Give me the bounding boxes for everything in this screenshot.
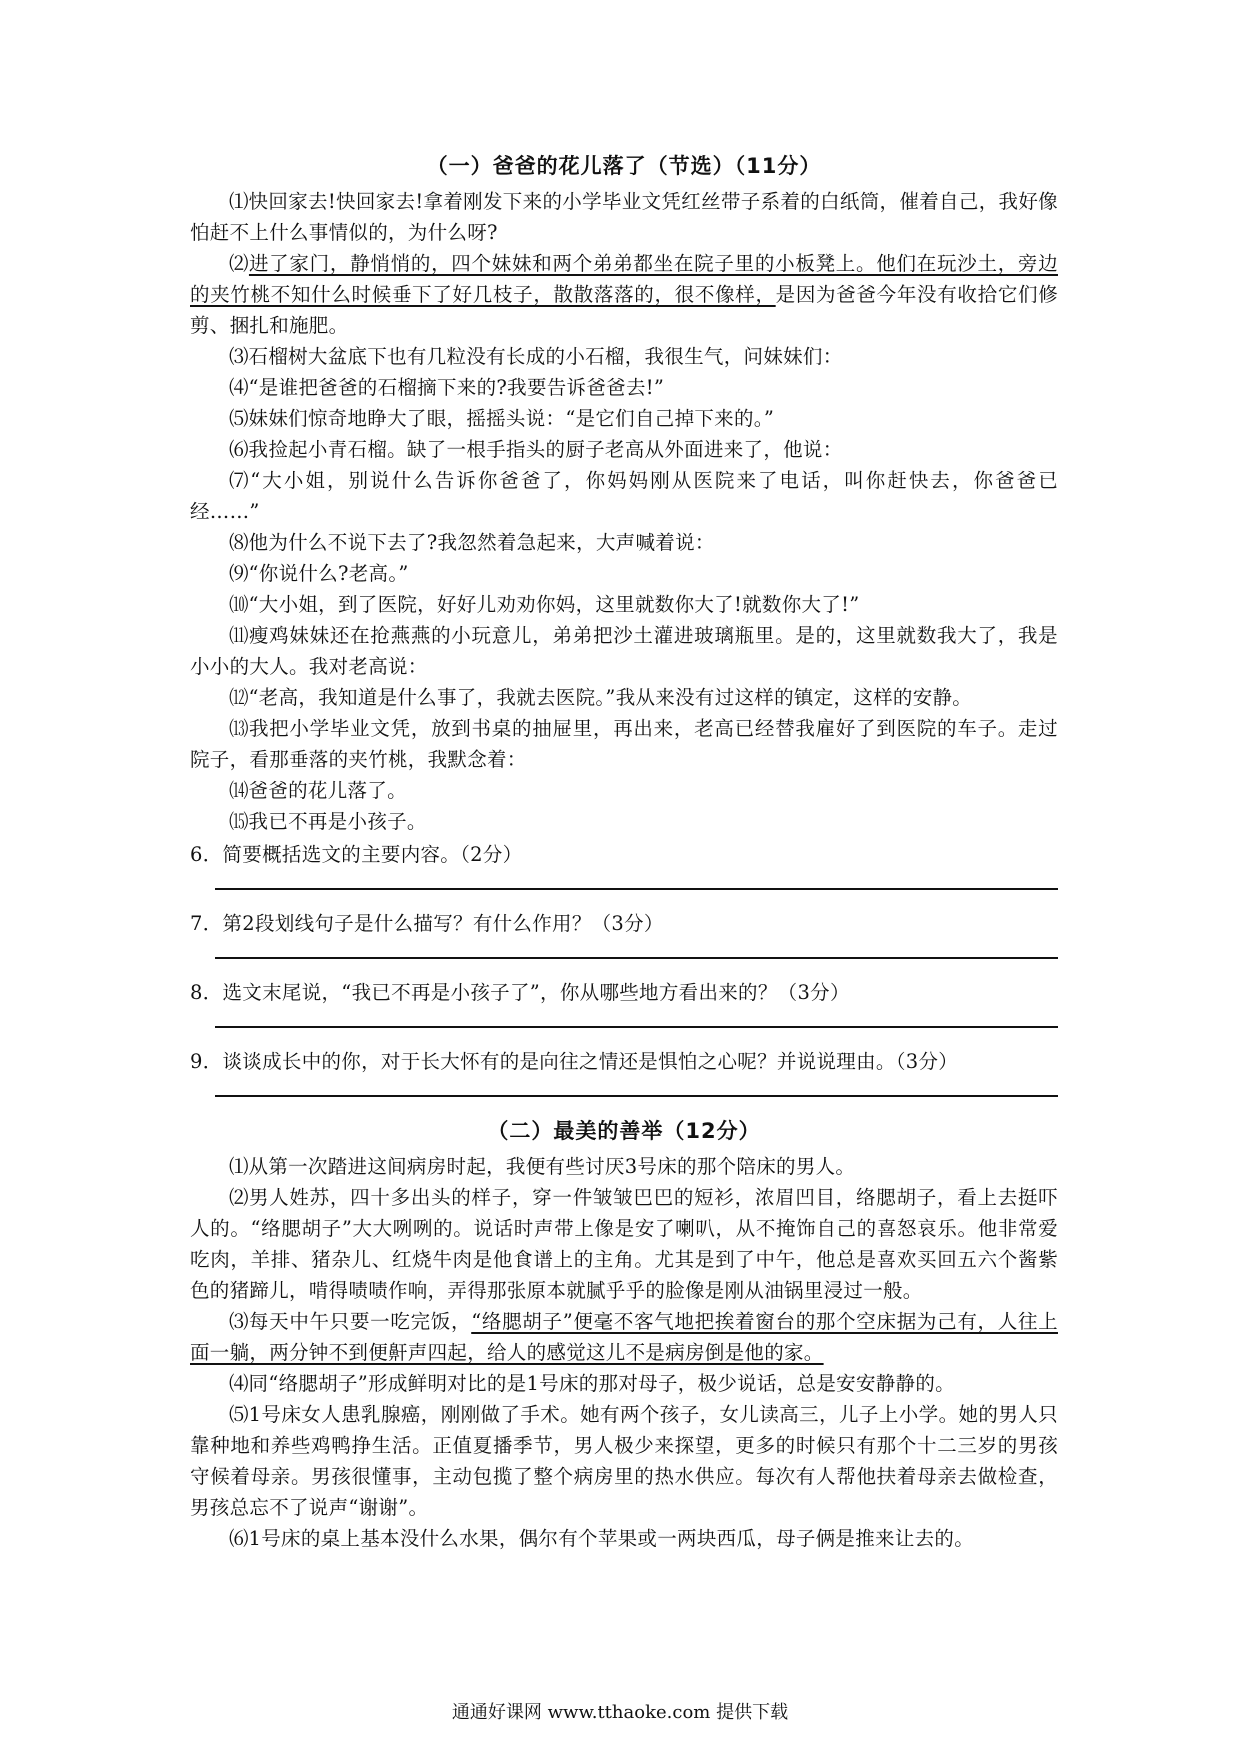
- paragraph: [190, 465, 1058, 527]
- paragraph: [190, 341, 1058, 372]
- paragraph-number: ⑿: [229, 686, 249, 709]
- paragraph: [190, 1399, 1058, 1523]
- paragraph-text: 1号床女人患乳腺癌，刚刚做了手术。她有两个孩子，女儿读高三，儿子上小学。她的男人只靠种地和养些鸡鸭挣生活。正值夏播季节，男人极少来探望，更多的时候只有那个十二三岁的男孩守候着母亲。男孩很懂事，主动包揽了整个病房里的热水供应。每次有人帮他扶着母亲去做检查，男孩总忘不了说声“谢谢”。: [190, 1403, 1058, 1519]
- section1-title: （一）爸爸的花儿落了（节选）（11分）: [426, 154, 822, 178]
- paragraph-text: 1号床的桌上基本没什么水果，偶尔有个苹果或一两块西瓜，母子俩是推来让去的。: [248, 1527, 975, 1550]
- paragraph: [190, 434, 1058, 465]
- paragraph-text: 从第一次踏进这间病房时起，我便有些讨厌3号床的那个陪床的男人。: [248, 1155, 856, 1178]
- section1-passage: [190, 186, 1058, 837]
- paragraph-text: “大小姐，到了医院，好好儿劝劝你妈，这里就数你大了!就数你大了!”: [248, 593, 860, 616]
- paragraph-text: 同“络腮胡子”形成鲜明对比的是1号床的那对母子，极少说话，总是安安静静的。: [248, 1372, 955, 1395]
- paragraph: [190, 806, 1058, 837]
- question-8: 8．选文末尾说，“我已不再是小孩子了”，你从哪些地方看出来的？（3分）: [190, 981, 850, 1004]
- paragraph-number: ⑾: [229, 624, 249, 647]
- answer-line[interactable]: [215, 1026, 1058, 1028]
- paragraph-text: 我捡起小青石榴。缺了一根手指头的厨子老高从外面进来了，他说：: [248, 438, 843, 461]
- paragraph-text: 我把小学毕业文凭，放到书桌的抽屉里，再出来，老高已经替我雇好了到医院的车子。走过院子，看那垂落的夹竹桃，我默念着：: [190, 717, 1058, 771]
- paragraph-number: ⑸: [229, 1403, 249, 1426]
- paragraph-text: 瘦鸡妹妹还在抢燕燕的小玩意儿，弟弟把沙土灌进玻璃瓶里。是的，这里就数我大了，我是小小的大人。我对老高说：: [190, 624, 1058, 678]
- paragraph-number: ⒁: [229, 779, 249, 802]
- paragraph-number: ⑽: [229, 593, 249, 616]
- paragraph-text: 每天中午只要一吃完饭，: [248, 1310, 472, 1333]
- paragraph-number: ⑹: [229, 438, 249, 461]
- paragraph: [190, 527, 1058, 558]
- paragraph: [190, 620, 1058, 682]
- paragraph: [190, 682, 1058, 713]
- paragraph: [190, 775, 1058, 806]
- paragraph: [190, 1306, 1058, 1368]
- section2-title: （二）最美的善举（12分）: [487, 1119, 761, 1143]
- paragraph-number: ⑷: [229, 376, 249, 399]
- paragraph-text: 我已不再是小孩子。: [248, 810, 427, 833]
- paragraph-number: ⑴: [229, 1155, 249, 1178]
- paragraph: [190, 1182, 1058, 1306]
- paragraph-number: ⑸: [229, 407, 249, 430]
- paragraph-text: 爸爸的花儿落了。: [248, 779, 407, 802]
- underlined-sentence: 进了家门，静悄悄的，四个妹妹和两个弟弟都坐在院子里的小板凳上。他们在玩沙土，旁边的夹竹桃不知什么时候垂下了好几枝子，散散落落的，很不像样，: [190, 252, 1058, 306]
- underlined-sentence: “络腮胡子”便毫不客气地把挨着窗台的那个空床据为己有，人往上面一躺，两分钟不到便鼾声四起，给人的感觉这儿不是病房倒是他的家。: [190, 1310, 1058, 1364]
- paragraph-text: 是因为爸爸今年没有收拾它们修剪、捆扎和施肥。: [190, 283, 1059, 337]
- paragraph: [190, 248, 1058, 341]
- paragraph-text: 石榴树大盆底下也有几粒没有长成的小石榴，我很生气，问妹妹们：: [248, 345, 843, 368]
- paragraph: [190, 372, 1058, 403]
- footer-source: 通通好课网 www.tthaoke.com 提供下载: [451, 1702, 789, 1723]
- paragraph: [190, 713, 1058, 775]
- paragraph-text: “是谁把爸爸的石榴摘下来的?我要告诉爸爸去!”: [248, 376, 665, 399]
- question-6: 6．简要概括选文的主要内容。（2分）: [190, 843, 523, 866]
- paragraph: [190, 1523, 1058, 1554]
- paragraph: [190, 1151, 1058, 1182]
- paragraph: [190, 186, 1058, 248]
- worksheet-page: [190, 150, 1058, 1554]
- paragraph-number: ⑼: [229, 562, 249, 585]
- paragraph-number: ⑵: [229, 1186, 249, 1209]
- answer-line[interactable]: [215, 957, 1058, 959]
- paragraph-number: ⑺: [229, 469, 251, 492]
- paragraph-number: ⑷: [229, 1372, 249, 1395]
- section2-passage: [190, 1151, 1058, 1554]
- paragraph-text: “老高，我知道是什么事了，我就去医院。”我从来没有过这样的镇定，这样的安静。: [248, 686, 973, 709]
- paragraph-text: “大小姐，别说什么告诉你爸爸了，你妈妈刚从医院来了电话，叫你赶快去，你爸爸已经……”: [190, 469, 1058, 523]
- question-9: 9．谈谈成长中的你，对于长大怀有的是向往之情还是惧怕之心呢？并说说理由。（3分）: [190, 1050, 959, 1073]
- paragraph-text: “你说什么?老高。”: [248, 562, 409, 585]
- paragraph-text: 妹妹们惊奇地睁大了眼，摇摇头说：“是它们自己掉下来的。”: [248, 407, 775, 430]
- paragraph-text: 他为什么不说下去了?我忽然着急起来，大声喊着说：: [248, 531, 715, 554]
- paragraph-number: ⒀: [229, 717, 249, 740]
- paragraph-number: ⑻: [229, 531, 249, 554]
- paragraph-text: 男人姓苏，四十多出头的样子，穿一件皱皱巴巴的短衫，浓眉凹目，络腮胡子，看上去挺吓人的。“络腮胡子”大大咧咧的。说话时声带上像是安了喇叭，从不掩饰自己的喜怒哀乐。他非常爱吃肉，羊排、猪杂儿、红烧牛肉是他食谱上的主角。尤其是到了中午，他总是喜欢买回五六个酱紫色的猪蹄儿，啃得啧啧作响，弄得那张原本就腻乎乎的脸像是刚从油锅里浸过一般。: [190, 1186, 1058, 1302]
- paragraph-number: ⑴: [229, 190, 249, 213]
- paragraph-text: 快回家去!快回家去!拿着刚发下来的小学毕业文凭红丝带子系着的白纸筒，催着自己，我好像怕赶不上什么事情似的，为什么呀?: [190, 190, 1058, 244]
- paragraph-number: ⑶: [229, 1310, 249, 1333]
- answer-line[interactable]: [215, 888, 1058, 890]
- questions: [190, 839, 1058, 1097]
- paragraph: [190, 589, 1058, 620]
- question-7: 7．第2段划线句子是什么描写？有什么作用？（3分）: [190, 912, 664, 935]
- paragraph-number: ⑵: [229, 252, 249, 275]
- paragraph-number: ⑶: [229, 345, 249, 368]
- paragraph-number: ⒂: [229, 810, 249, 833]
- paragraph: [190, 1368, 1058, 1399]
- paragraph: [190, 403, 1058, 434]
- paragraph: [190, 558, 1058, 589]
- paragraph-number: ⑹: [229, 1527, 249, 1550]
- answer-line[interactable]: [215, 1095, 1058, 1097]
